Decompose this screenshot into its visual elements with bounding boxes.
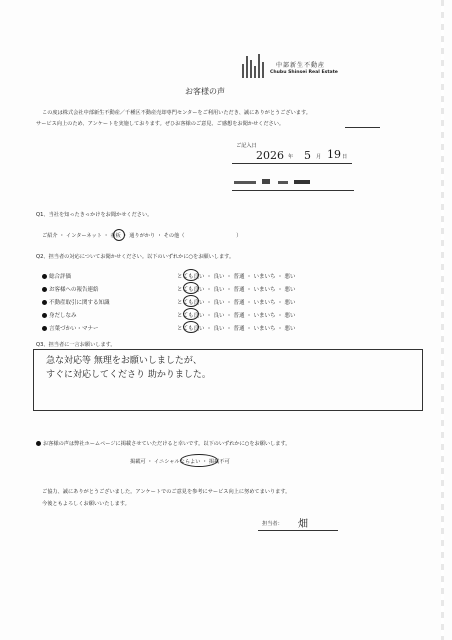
bullet-icon <box>42 274 47 279</box>
q3-text: Q3、担当者に一言お願いします。 <box>36 342 116 348</box>
logo-building-bar <box>246 56 248 78</box>
rating-scale: とても良い ・ 良い ・ 普通 ・ いまいち ・ 悪い <box>177 300 296 306</box>
intro-line-1: この度は株式会社中部新生不動産／千種区不動産売却専門センターをご利用いただき、誠にありがとうございます。 <box>42 110 311 116</box>
staff-label: 担当者： <box>262 521 283 527</box>
date-day-unit: 日 <box>342 154 348 160</box>
bullet-icon <box>42 300 47 305</box>
logo-name: 中部新生不動産 <box>276 62 326 69</box>
date-day: 19 <box>327 148 341 161</box>
rating-answer-circle <box>183 295 199 307</box>
company-logo <box>238 52 353 82</box>
comment-line-2: すぐに対応してくださり 助かりました。 <box>46 370 211 380</box>
closing-line-1: ご協力、誠にありがとうございました。アンケートでのご意見を参考にサービス向上に努めてまいります。 <box>42 489 291 495</box>
rating-scale: とても良い ・ 良い ・ 普通 ・ いまいち ・ 悪い <box>177 274 296 280</box>
logo-building-bar <box>262 62 264 78</box>
date-label: ご記入日 <box>236 143 257 149</box>
q1-answer-circle <box>113 229 125 241</box>
rating-label: 総合評価 <box>49 274 72 280</box>
date-year-unit: 年 <box>288 154 294 160</box>
staff-signature: 畑 <box>298 519 308 530</box>
rating-answer-circle <box>183 308 199 320</box>
q1-options: ご紹介 ・ インターネット ・ 看板 ・ 通りがかり ・ その他（ ） <box>42 233 242 239</box>
rating-label: お客様への報告連絡 <box>49 287 99 293</box>
q2-text: Q2、担当者の対応についてお聞かせください。以下のいずれかに○をお願いします。 <box>36 254 235 260</box>
logo-building-bar <box>242 64 244 78</box>
intro-line-2: サービス向上のため、アンケートを実施しております。ぜひお客様のご意見、ご感想をお聞かせください。 <box>36 121 285 127</box>
bullet-icon <box>36 441 41 446</box>
rating-answer-circle <box>183 282 199 294</box>
logo-subtitle: Chubu Shinsei Real Estate <box>270 70 338 75</box>
rating-answer-circle <box>183 269 199 281</box>
date-year: 2026 <box>256 149 284 162</box>
rating-scale: とても良い ・ 良い ・ 普通 ・ いまいち ・ 悪い <box>177 313 296 319</box>
name-underline <box>232 190 354 191</box>
publish-answer-circle <box>180 454 218 467</box>
q1-text: Q1、当社を知ったきっかけをお聞かせください。 <box>36 212 153 218</box>
comment-line-1: 急な対応等 無理をお願いしましたが、 <box>46 356 202 366</box>
bullet-icon <box>42 313 47 318</box>
staff-underline <box>258 530 338 531</box>
logo-building-bar <box>250 60 252 78</box>
date-underline <box>232 163 352 164</box>
logo-building-bar <box>258 54 260 78</box>
rating-row <box>42 324 296 332</box>
rating-label: 言葉づかい・マナー <box>49 326 99 332</box>
publish-question: お客様の声は弊社ホームページに掲載させていただけると幸いです。以下のいずれかに○をお願いします。 <box>36 440 290 447</box>
rating-label: 身だしなみ <box>49 313 77 319</box>
rating-label: 不動産取引に関する知識 <box>49 300 110 306</box>
rating-scale: とても良い ・ 良い ・ 普通 ・ いまいち ・ 悪い <box>177 326 296 332</box>
date-month-unit: 月 <box>316 154 322 160</box>
closing-line-2: 今後ともよろしくお願いいたします。 <box>42 501 130 507</box>
bullet-icon <box>42 326 47 331</box>
bullet-icon <box>42 287 47 292</box>
scan-edge-shadow <box>441 0 444 640</box>
redacted-name <box>234 178 314 186</box>
rating-row <box>42 272 296 280</box>
page-title: お客様の声 <box>185 87 225 96</box>
rating-scale: とても良い ・ 良い ・ 普通 ・ いまいち ・ 悪い <box>177 287 296 293</box>
rating-row <box>42 285 296 293</box>
logo-building-bar <box>254 66 256 78</box>
rating-row <box>42 311 296 319</box>
rating-answer-circle <box>183 321 199 333</box>
date-month: 5 <box>304 149 311 162</box>
publish-options: 掲載可 ・ イニシャルならよい ・ 掲載不可 <box>130 459 230 465</box>
rating-row <box>42 298 296 306</box>
intro-underline <box>345 127 380 128</box>
